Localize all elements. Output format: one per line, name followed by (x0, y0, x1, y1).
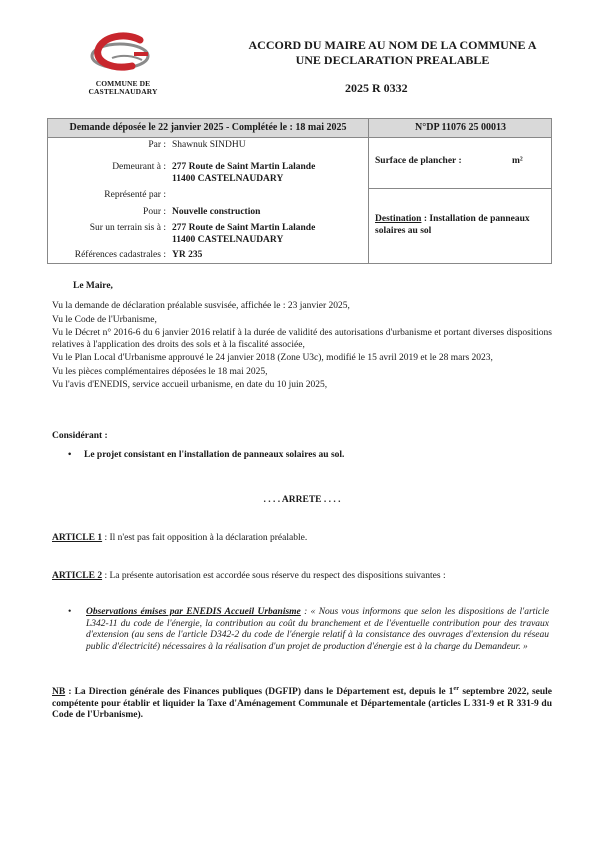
title-line-2: UNE DECLARATION PREALABLE (295, 53, 490, 67)
article-1-label: ARTICLE 1 (52, 533, 103, 543)
considerant-item (68, 450, 548, 462)
row-divider (369, 188, 552, 189)
pour-value: Nouvelle construction (172, 207, 261, 217)
terrain-line-1: 277 Route de Saint Martin Lalande (172, 223, 316, 233)
article-2-text: : La présente autorisation est accordée sous réserve du respect des dispositions suivantes : (102, 571, 446, 581)
commune-logo-icon (82, 30, 162, 80)
article-1 (52, 533, 552, 545)
details-table (47, 138, 552, 264)
demeurant-line-1: 277 Route de Saint Martin Lalande (172, 162, 316, 172)
observation-text: : « Nous vous informons que selon les dispositions de l'article L342-11 du code de l'énergie, la contribution au coût du branchement et de l'éventuelle contribution pour des travaux d'extension (au sens de l'article D342-2 du code de l'énergie relatif à la consistance des ouvrages d'extension du réseau public d'électricité) nécessaires à la réalisation d'un projet de production d'énergie est à la charge du Demandeur. » (86, 607, 549, 652)
arrete-heading: . . . . ARRETE . . . . (263, 495, 341, 505)
logo-line-1: COMMUNE DE (95, 79, 151, 88)
destination (375, 214, 545, 237)
column-divider (368, 138, 369, 263)
surface-unit: m² (512, 156, 523, 166)
nb-note (52, 683, 552, 722)
destination-value: : Installation de panneaux solaires au sol (375, 214, 530, 236)
terrain-line-2: 11400 CASTELNAUDARY (172, 234, 284, 245)
vu-item: Vu le Décret n° 2016-6 du 6 janvier 2016 relatif à la durée de validité des autorisations d'urbanisme et portant diverses dispositions relatives à l'application des droits des sols et à la fiscalité associée, (52, 328, 552, 350)
observation-label: Observations émises par ENEDIS Accueil Urbanisme (86, 607, 301, 617)
surface-label: Surface de plancher : (375, 156, 462, 166)
bullet-icon: • (68, 450, 72, 460)
demeurant-line-2: 11400 CASTELNAUDARY (172, 173, 284, 184)
nb-text-1: : La Direction générale des Finances publiques (DGFIP) dans le Département est, depuis le 1 (65, 687, 454, 698)
par-value: Shawnuk SINDHU (172, 140, 246, 150)
vu-item: Vu la demande de déclaration préalable susvisée, affichée le : 23 janvier 2025, (52, 301, 350, 311)
document-title (205, 38, 580, 68)
terrain-value (172, 223, 315, 246)
vu-list (52, 301, 552, 392)
title-line-1: ACCORD DU MAIRE AU NOM DE LA COMMUNE A (248, 38, 537, 52)
demeurant-value (172, 162, 315, 185)
article-2 (52, 571, 552, 583)
vu-item: Vu les pièces complémentaires déposées le 18 mai 2025, (52, 366, 268, 377)
reference-number: 2025 R 0332 (345, 81, 408, 95)
dossier-number: N°DP 11076 25 00013 (368, 119, 552, 137)
vu-item: Vu l'avis d'ENEDIS, service accueil urbanisme, en date du 10 juin 2025, (52, 380, 328, 390)
nb-text-2: septembre 2022, seule compétente pour établir et liquider la Taxe d'Aménagement Communale et Départementale (articles L 331-9 et R 331-9 du Code de l'Urbanisme). (52, 687, 553, 721)
logo-caption (88, 80, 158, 96)
represente-label: Représenté par : (104, 190, 166, 200)
considerant-label: Considérant : (52, 431, 108, 441)
nb-superscript: er (453, 685, 460, 692)
demeurant-label: Demeurant à : (112, 162, 166, 172)
terrain-label: Sur un terrain sis à : (89, 223, 166, 233)
article-1-text: : Il n'est pas fait opposition à la déclaration préalable. (102, 533, 308, 543)
cadastre-label: Références cadastrales : (74, 250, 166, 260)
cadastre-value: YR 235 (172, 250, 203, 260)
nb-label: NB (52, 687, 66, 698)
enedis-observation (86, 607, 549, 653)
info-bar (47, 118, 552, 138)
destination-label: Destination (375, 214, 422, 224)
vu-item: Vu le Plan Local d'Urbanisme approuvé le 24 janvier 2018 (Zone U3c), modifié le 15 avril 2019 et le 28 mars 2023, (52, 353, 493, 363)
vu-item: Vu le Code de l'Urbanisme, (52, 314, 157, 325)
logo-line-2: CASTELNAUDARY (88, 87, 158, 96)
pour-label: Pour : (143, 207, 166, 217)
commune-logo (82, 30, 162, 80)
considerant-text: Le projet consistant en l'installation de panneaux solaires au sol. (84, 450, 345, 460)
bullet-icon: • (68, 607, 72, 617)
par-label: Par : (148, 140, 166, 150)
le-maire: Le Maire, (73, 281, 113, 291)
article-2-label: ARTICLE 2 (52, 571, 103, 581)
request-dates: Demande déposée le 22 janvier 2025 - Complétée le : 18 mai 2025 (69, 122, 347, 133)
